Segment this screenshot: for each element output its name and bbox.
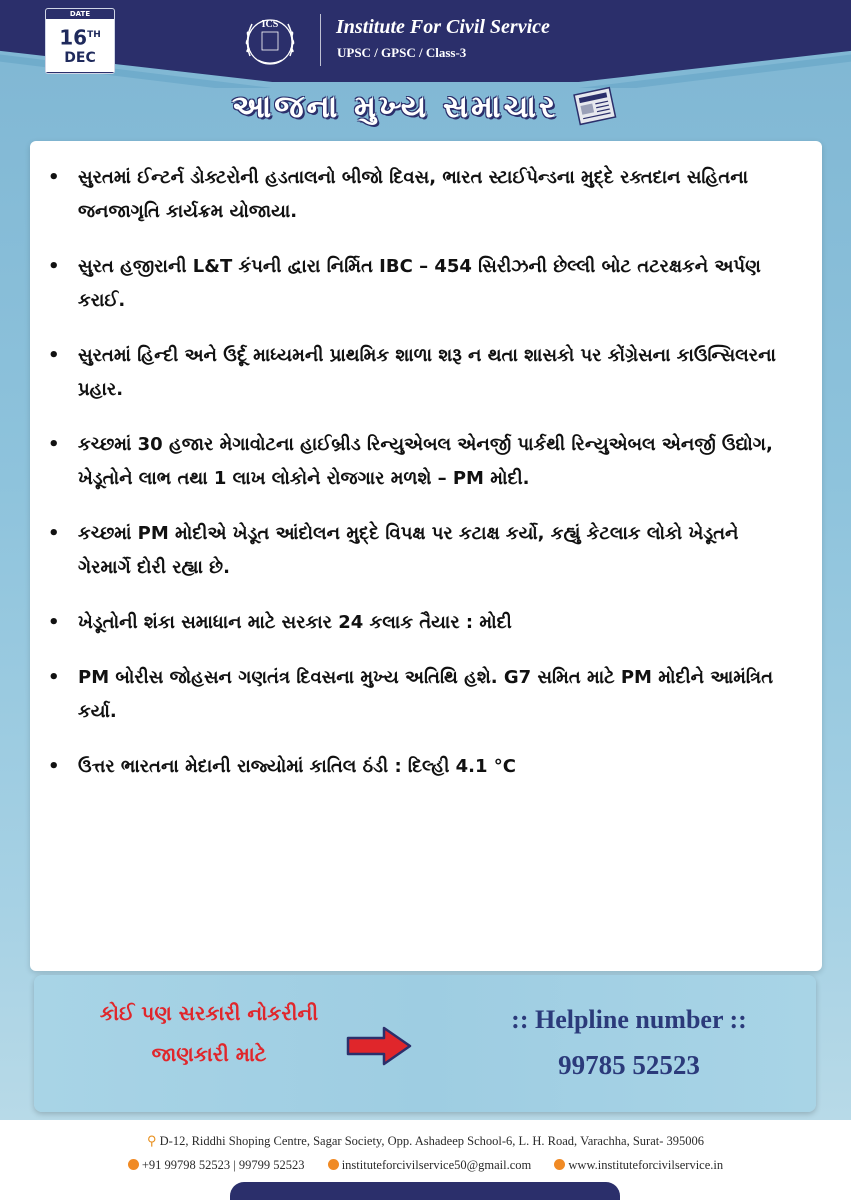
footer-address: D-12, Riddhi Shoping Centre, Sagar Society, Opp. Ashadeep School-6, L. H. Road, Varachha, Surat- 395006 <box>159 1134 705 1148</box>
footer-address-row <box>0 1133 851 1149</box>
list-item <box>48 339 796 407</box>
location-pin-icon: ⚲ <box>146 1133 157 1148</box>
footer-phones[interactable]: +91 99798 52523 | 99799 52523 <box>141 1158 305 1172</box>
phone-icon <box>128 1159 139 1170</box>
date-badge <box>45 8 115 74</box>
helpline-label: :: Helpline number :: <box>511 1005 747 1034</box>
arrow-right-icon <box>346 1026 412 1066</box>
bullet-icon: • <box>48 612 60 633</box>
job-info-line-2: જાણકારી માટે <box>151 1042 267 1066</box>
list-item <box>48 661 796 729</box>
news-list <box>30 141 822 971</box>
bullet-icon: • <box>48 667 60 688</box>
list-item <box>48 250 796 318</box>
day-number: 16 <box>59 25 88 50</box>
news-text: સુરતમાં ઈન્ટર્ન ડોક્ટરોની હડતાલનો બીજો દિવસ, ભારત સ્ટાઈપેન્ડના મુદ્દે રક્તદાન સહિતના જનજાગૃતિ કાર્યક્રમ યોજાયા. <box>78 167 749 222</box>
logo-text: ICS <box>261 19 279 30</box>
bullet-icon: • <box>48 523 60 544</box>
bullet-icon: • <box>48 345 60 366</box>
helpline-number[interactable]: 99785 52523 <box>558 1050 700 1080</box>
date-month: DEC <box>64 49 96 66</box>
news-text: કચ્છમાં PM મોદીએ ખેડૂત આંદોલન મુદ્દે વિપક્ષ પર કટાક્ષ કર્યો, કહ્યું કેટલાક લોકો ખેડૂતને ગેરમાર્ગે દોરી રહ્યા છે. <box>78 523 739 578</box>
bullet-icon: • <box>48 256 60 277</box>
bullet-icon: • <box>48 434 60 455</box>
news-text: ઉત્તર ભારતના મેદાની રાજ્યોમાં કાતિલ ઠંડી : દિલ્હી 4.1 °C <box>78 756 516 777</box>
list-item <box>48 161 796 229</box>
newspaper-icon <box>571 85 619 129</box>
date-footer-strip <box>46 72 114 74</box>
header-band <box>0 0 851 82</box>
list-item <box>48 750 796 784</box>
institute-logo-icon <box>238 10 302 74</box>
list-item <box>48 517 796 585</box>
footer-contacts-row <box>0 1158 851 1173</box>
globe-icon <box>554 1159 565 1170</box>
footer-email[interactable]: instituteforcivilservice50@gmail.com <box>341 1158 532 1172</box>
day-suffix: TH <box>87 30 101 40</box>
helpline-panel <box>34 975 816 1112</box>
news-text: PM બોરીસ જોહસન ગણતંત્ર દિવસના મુખ્ય અતિથિ હશે. G7 સમિત માટે PM મોદીને આમંત્રિત કર્યા. <box>78 667 774 722</box>
title-bar <box>0 84 851 134</box>
header-divider <box>320 14 321 66</box>
date-day <box>46 23 114 50</box>
page-title: આજના મુખ્ય સમાચાર <box>231 89 559 125</box>
footer-tab <box>230 1182 620 1200</box>
news-text: સુરતમાં હિન્દી અને ઉર્દૂ માધ્યમની પ્રાથમિક શાળા શરૂ ન થતા શાસકો પર કોંગ્રેસના કાઉન્સિલરના પ્રહાર. <box>78 345 776 400</box>
date-label: DATE <box>46 9 114 19</box>
institute-subtitle: UPSC / GPSC / Class-3 <box>337 45 467 60</box>
job-info-line-1: કોઈ પણ સરકારી નોકરીની <box>99 1001 319 1025</box>
bullet-icon: • <box>48 167 60 188</box>
email-icon <box>328 1159 339 1170</box>
bullet-icon: • <box>48 756 60 777</box>
news-text: કચ્છમાં 30 હજાર મેગાવોટના હાઈબ્રીડ રિન્યુએબલ એનર્જી પાર્કથી રિન્યુએબલ એનર્જી ઉદ્યોગ, ખેડૂતોને લાભ તથા 1 લાખ લોકોને રોજગાર મળશે – PM મોદી. <box>78 434 773 489</box>
footer-website[interactable]: www.instituteforcivilservice.in <box>568 1158 724 1172</box>
list-item <box>48 428 796 496</box>
list-item <box>48 606 796 640</box>
news-text: સુરત હજીરાની L&T કંપની દ્વારા નિર્મિત IBC – 454 સિરીઝની છેલ્લી બોટ તટરક્ષકને અર્પણ કરાઈ. <box>78 256 761 311</box>
news-text: ખેડૂતોની શંકા સમાધાન માટે સરકાર 24 કલાક તૈયાર : મોદી <box>78 612 512 633</box>
institute-name: Institute For Civil Service <box>336 16 550 38</box>
